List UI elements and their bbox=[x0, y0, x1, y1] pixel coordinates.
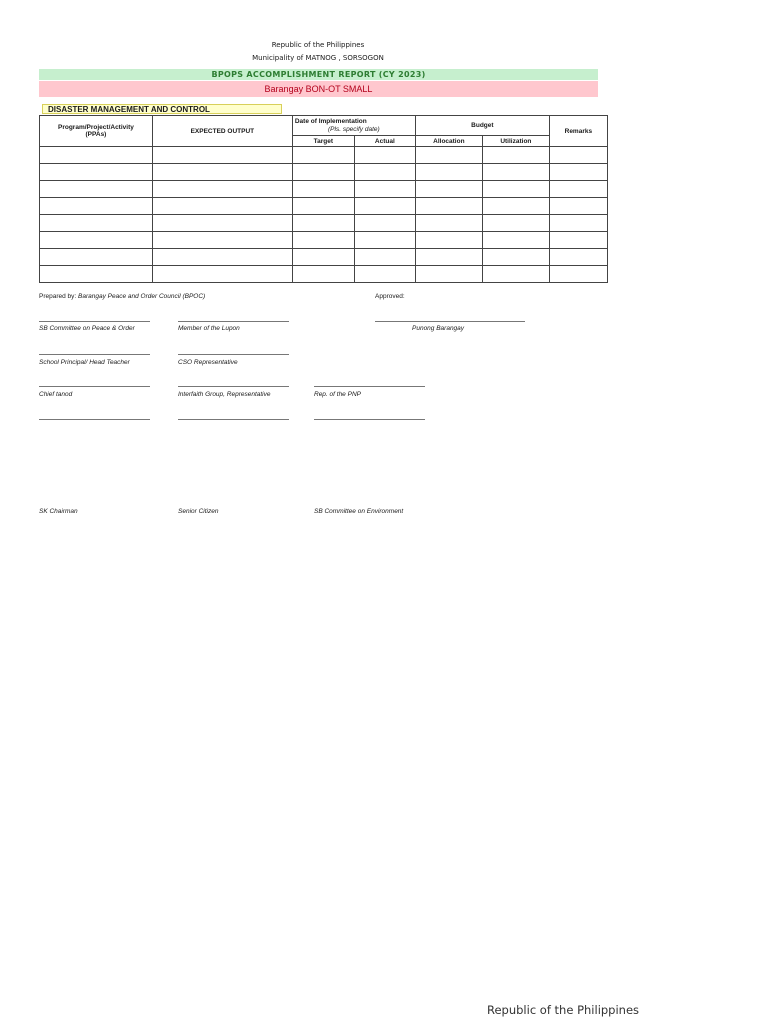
prepared-by bbox=[39, 293, 205, 300]
table-row bbox=[40, 266, 608, 283]
sig-chief-tanod: Chief tanod bbox=[39, 391, 73, 398]
sig-sb-peace-order: SB Committee on Peace & Order bbox=[39, 325, 135, 332]
cell[interactable] bbox=[415, 215, 482, 232]
cell[interactable] bbox=[549, 198, 607, 215]
cell[interactable] bbox=[482, 215, 549, 232]
sig-punong-barangay: Punong Barangay bbox=[412, 325, 465, 332]
cell[interactable] bbox=[40, 147, 153, 164]
footer-republic: Republic of the Philippines bbox=[487, 1003, 640, 1017]
cell[interactable] bbox=[152, 181, 292, 198]
report-title: BPOPS ACCOMPLISHMENT REPORT (CY 2023) bbox=[39, 69, 598, 80]
cell[interactable] bbox=[40, 249, 153, 266]
cell[interactable] bbox=[549, 147, 607, 164]
cell[interactable] bbox=[152, 147, 292, 164]
section-title: DISASTER MANAGEMENT AND CONTROL bbox=[42, 104, 282, 114]
cell[interactable] bbox=[292, 266, 354, 283]
table-row bbox=[40, 181, 608, 198]
signature-line bbox=[178, 386, 289, 387]
cell[interactable] bbox=[152, 232, 292, 249]
sig-sk-chairman: SK Chairman bbox=[39, 508, 78, 515]
col-remarks: Remarks bbox=[549, 116, 607, 147]
col-expected-output: EXPECTED OUTPUT bbox=[152, 116, 292, 147]
cell[interactable] bbox=[354, 198, 415, 215]
signature-line bbox=[375, 321, 525, 322]
cell[interactable] bbox=[415, 147, 482, 164]
sig-lupon: Member of the Lupon bbox=[178, 325, 240, 332]
table-row bbox=[40, 164, 608, 181]
sig-senior-citizen: Senior Citizen bbox=[178, 508, 219, 515]
cell[interactable] bbox=[40, 164, 153, 181]
sig-pnp: Rep. of the PNP bbox=[314, 391, 361, 398]
table-row bbox=[40, 198, 608, 215]
cell[interactable] bbox=[292, 198, 354, 215]
cell[interactable] bbox=[415, 198, 482, 215]
signature-line bbox=[314, 386, 425, 387]
cell[interactable] bbox=[415, 266, 482, 283]
cell[interactable] bbox=[549, 181, 607, 198]
table-row bbox=[40, 232, 608, 249]
municipality-header: Municipality of MATNOG , SORSOGON bbox=[252, 54, 384, 62]
cell[interactable] bbox=[292, 181, 354, 198]
date-note: (Pls. specify date) bbox=[328, 125, 380, 133]
sig-sb-environment: SB Committee on Environment bbox=[314, 508, 404, 515]
cell[interactable] bbox=[549, 266, 607, 283]
barangay-name: Barangay BON-OT SMALL bbox=[39, 81, 598, 97]
cell[interactable] bbox=[354, 181, 415, 198]
date-header-label: Date of Implementation bbox=[294, 117, 367, 125]
table-row bbox=[40, 215, 608, 232]
cell[interactable] bbox=[354, 232, 415, 249]
cell[interactable] bbox=[40, 181, 153, 198]
cell[interactable] bbox=[482, 232, 549, 249]
cell[interactable] bbox=[40, 215, 153, 232]
cell[interactable] bbox=[354, 164, 415, 181]
cell[interactable] bbox=[292, 147, 354, 164]
table-row bbox=[40, 249, 608, 266]
prepared-by-label: Prepared by: bbox=[39, 293, 77, 300]
col-utilization: Utilization bbox=[482, 136, 549, 147]
cell[interactable] bbox=[482, 181, 549, 198]
cell[interactable] bbox=[549, 215, 607, 232]
cell[interactable] bbox=[354, 266, 415, 283]
sig-interfaith: Interfaith Group, Representative bbox=[178, 391, 271, 398]
cell[interactable] bbox=[152, 266, 292, 283]
cell[interactable] bbox=[40, 232, 153, 249]
col-ppa: Program/Project/Activity (PPAs) bbox=[40, 116, 153, 147]
cell[interactable] bbox=[40, 266, 153, 283]
cell[interactable] bbox=[292, 249, 354, 266]
cell[interactable] bbox=[354, 215, 415, 232]
signature-line bbox=[178, 419, 289, 420]
cell[interactable] bbox=[40, 198, 153, 215]
prepared-by-value: Barangay Peace and Order Council (BPOC) bbox=[78, 293, 206, 300]
cell[interactable] bbox=[354, 147, 415, 164]
cell[interactable] bbox=[152, 198, 292, 215]
signature-line bbox=[39, 354, 150, 355]
cell[interactable] bbox=[549, 232, 607, 249]
cell[interactable] bbox=[549, 164, 607, 181]
col-actual: Actual bbox=[354, 136, 415, 147]
col-date-implementation bbox=[292, 116, 415, 136]
col-target: Target bbox=[292, 136, 354, 147]
accomplishment-table bbox=[39, 115, 608, 283]
col-allocation: Allocation bbox=[415, 136, 482, 147]
sig-cso: CSO Representative bbox=[178, 359, 238, 366]
cell[interactable] bbox=[415, 232, 482, 249]
cell[interactable] bbox=[415, 164, 482, 181]
signature-line bbox=[178, 354, 289, 355]
signature-line bbox=[39, 321, 150, 322]
cell[interactable] bbox=[482, 198, 549, 215]
signature-line bbox=[314, 419, 425, 420]
cell[interactable] bbox=[482, 249, 549, 266]
col-budget: Budget bbox=[415, 116, 549, 136]
cell[interactable] bbox=[415, 181, 482, 198]
approved-label: Approved: bbox=[375, 293, 405, 300]
cell[interactable] bbox=[152, 164, 292, 181]
signature-line bbox=[178, 321, 289, 322]
signature-line bbox=[39, 419, 150, 420]
cell[interactable] bbox=[292, 164, 354, 181]
cell[interactable] bbox=[482, 147, 549, 164]
cell[interactable] bbox=[292, 232, 354, 249]
cell[interactable] bbox=[482, 266, 549, 283]
table-row bbox=[40, 147, 608, 164]
cell[interactable] bbox=[292, 215, 354, 232]
cell[interactable] bbox=[549, 249, 607, 266]
signature-line bbox=[39, 386, 150, 387]
cell[interactable] bbox=[482, 164, 549, 181]
cell[interactable] bbox=[415, 249, 482, 266]
cell[interactable] bbox=[152, 249, 292, 266]
sig-school-principal: School Principal/ Head Teacher bbox=[39, 359, 130, 366]
republic-header: Republic of the Philippines bbox=[271, 41, 365, 49]
cell[interactable] bbox=[354, 249, 415, 266]
cell[interactable] bbox=[152, 215, 292, 232]
